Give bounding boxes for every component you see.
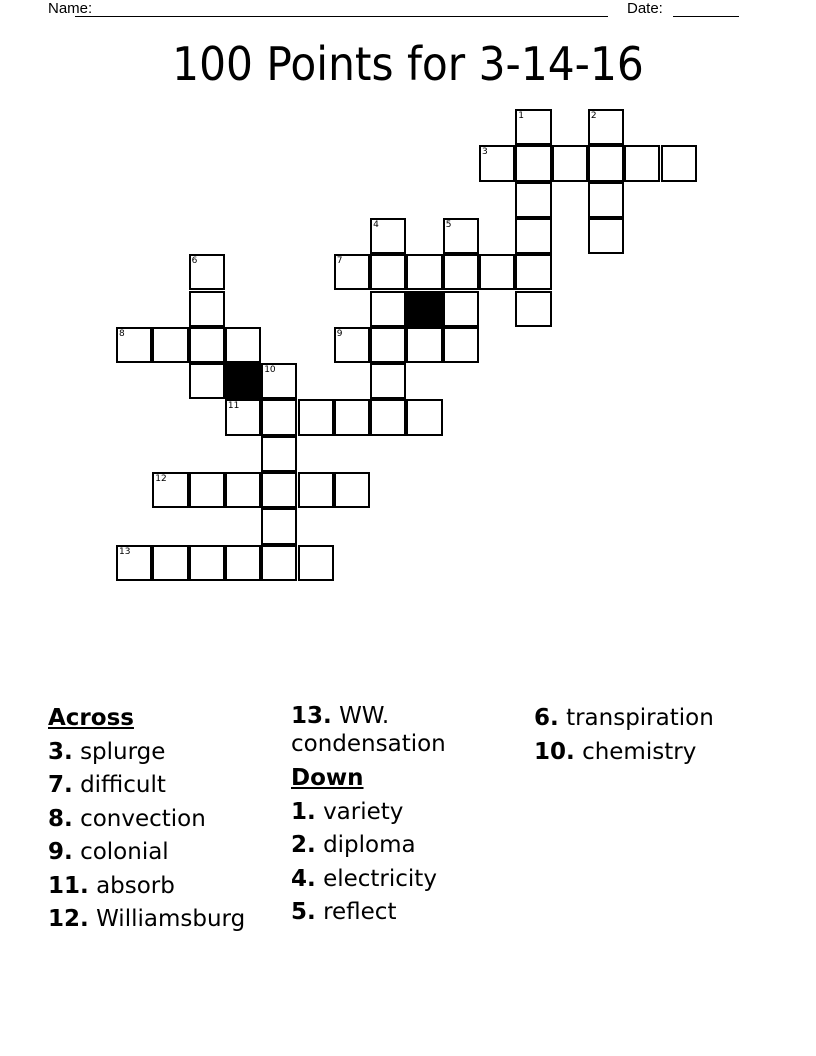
grid-cell[interactable] xyxy=(189,291,225,327)
grid-cell[interactable] xyxy=(225,472,261,508)
clue-number: 11 xyxy=(227,401,240,412)
grid-cell[interactable] xyxy=(298,545,334,581)
clue-number: 10 xyxy=(264,365,276,376)
grid-cell[interactable] xyxy=(588,182,624,218)
grid-cell[interactable] xyxy=(588,145,624,181)
grid-cell[interactable] xyxy=(261,508,297,544)
grid-cell[interactable] xyxy=(552,145,588,181)
grid-cell[interactable] xyxy=(261,472,297,508)
grid-cell[interactable] xyxy=(189,545,225,581)
clue-number: 4 xyxy=(373,219,379,230)
grid-cell[interactable] xyxy=(261,363,297,399)
grid-cell[interactable] xyxy=(152,472,188,508)
clue-number: 2 xyxy=(590,111,597,121)
clue-down-1: 1. variety xyxy=(291,798,404,825)
grid-cell[interactable] xyxy=(370,399,406,435)
clue-across-13: 13. WW. condensation xyxy=(291,703,446,757)
grid-cell[interactable] xyxy=(406,327,442,363)
name-label: Name: xyxy=(48,0,93,17)
clue-column-1 xyxy=(48,702,288,937)
grid-cell[interactable] xyxy=(443,218,479,254)
clue-across-12: 12. Williamsburg xyxy=(48,906,246,932)
grid-cell[interactable] xyxy=(298,399,334,435)
clue-number: 9 xyxy=(336,328,343,339)
grid-cell[interactable] xyxy=(515,182,551,218)
down-heading: Down xyxy=(291,765,364,791)
grid-cell[interactable] xyxy=(370,291,406,327)
grid-cell[interactable] xyxy=(225,399,261,435)
clue-number: 12 xyxy=(155,474,167,484)
grid-cell[interactable] xyxy=(189,327,225,363)
clue-across-8: 8. convection xyxy=(48,805,206,832)
grid-cell[interactable] xyxy=(370,218,406,254)
grid-cell[interactable] xyxy=(406,399,442,435)
clue-number: 13 xyxy=(119,546,131,557)
grid-cell[interactable] xyxy=(261,436,297,472)
grid-cell[interactable] xyxy=(443,254,479,290)
grid-cell[interactable] xyxy=(116,545,152,581)
clue-number: 5 xyxy=(445,219,452,230)
grid-cell[interactable] xyxy=(443,291,479,327)
across-heading: Across xyxy=(48,705,134,731)
grid-cell[interactable] xyxy=(261,399,297,435)
clue-number: 3 xyxy=(482,147,488,158)
grid-cell[interactable] xyxy=(334,254,370,290)
grid-cell[interactable] xyxy=(515,254,551,290)
grid-cell[interactable] xyxy=(189,254,225,290)
grid-cell[interactable] xyxy=(624,145,660,181)
grid-cell[interactable] xyxy=(588,109,624,145)
clue-number: 8 xyxy=(119,328,125,339)
grid-cell[interactable] xyxy=(443,327,479,363)
clue-down-2: 2. diploma xyxy=(291,832,416,858)
clue-column-3 xyxy=(534,702,774,769)
grid-cell[interactable] xyxy=(661,145,697,181)
grid-cell[interactable] xyxy=(116,327,152,363)
grid-cell[interactable] xyxy=(479,145,515,181)
grid-cell[interactable] xyxy=(370,363,406,399)
grid-cell[interactable] xyxy=(588,218,624,254)
clue-down-5: 5. reflect xyxy=(291,899,397,925)
grid-cell[interactable] xyxy=(515,291,551,327)
grid-cell[interactable] xyxy=(370,254,406,290)
date-label: Date: xyxy=(627,0,663,17)
grid-cell[interactable] xyxy=(515,218,551,254)
page-title: 100 Points for 3-14-16 xyxy=(172,37,644,91)
grid-cell[interactable] xyxy=(225,327,261,363)
clue-across-7: 7. difficult xyxy=(48,772,166,798)
grid-cell[interactable] xyxy=(334,472,370,508)
grid-cell[interactable] xyxy=(225,545,261,581)
grid-cell[interactable] xyxy=(261,545,297,581)
clue-down-10: 10. chemistry xyxy=(534,738,697,765)
clue-down-6: 6. transpiration xyxy=(534,705,714,731)
clue-number: 6 xyxy=(191,256,198,267)
grid-cell[interactable] xyxy=(406,254,442,290)
clue-number: 1 xyxy=(518,111,525,121)
clue-column-2 xyxy=(291,702,531,930)
grid-cell[interactable] xyxy=(370,327,406,363)
clue-across-11: 11. absorb xyxy=(48,872,175,899)
grid-cell[interactable] xyxy=(152,327,188,363)
blocked-cell xyxy=(406,291,442,327)
clue-across-3: 3. splurge xyxy=(48,738,166,765)
grid-cell[interactable] xyxy=(515,109,551,145)
grid-cell[interactable] xyxy=(515,145,551,181)
clue-across-9: 9. colonial xyxy=(48,839,169,865)
clue-number: 7 xyxy=(336,256,343,267)
grid-cell[interactable] xyxy=(189,363,225,399)
grid-cell[interactable] xyxy=(334,327,370,363)
grid-cell[interactable] xyxy=(298,472,334,508)
blocked-cell xyxy=(225,363,261,399)
grid-cell[interactable] xyxy=(334,399,370,435)
grid-cell[interactable] xyxy=(152,545,188,581)
grid-cell[interactable] xyxy=(479,254,515,290)
clue-down-4: 4. electricity xyxy=(291,865,437,892)
grid-cell[interactable] xyxy=(189,472,225,508)
